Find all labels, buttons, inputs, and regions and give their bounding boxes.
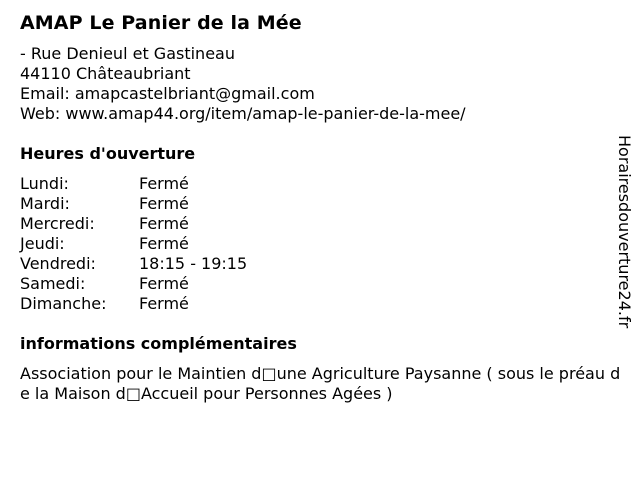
business-name: AMAP Le Panier de la Mée	[20, 12, 302, 34]
hours-day: Vendredi:	[20, 254, 96, 273]
info-description: Association pour le Maintien d□une Agriculture Paysanne ( sous le préau de la Maison d□Accueil pour Personnes Agées )	[20, 364, 621, 403]
hours-heading: Heures d'ouverture	[20, 144, 196, 163]
hours-value: Fermé	[139, 234, 189, 253]
hours-day: Dimanche:	[20, 294, 107, 313]
address-city: 44110 Châteaubriant	[20, 64, 191, 83]
hours-value: Fermé	[139, 194, 189, 213]
hours-row-tuesday	[20, 194, 605, 214]
hours-value: Fermé	[139, 294, 189, 313]
hours-value: Fermé	[139, 174, 189, 193]
hours-row-friday	[20, 254, 605, 274]
hours-row-sunday	[20, 294, 605, 314]
address-block	[20, 44, 605, 124]
hours-day: Jeudi:	[20, 234, 65, 253]
site-watermark: Horairesdouverture24.fr	[615, 135, 634, 329]
hours-row-monday	[20, 174, 605, 194]
hours-row-thursday	[20, 234, 605, 254]
hours-day: Mercredi:	[20, 214, 95, 233]
hours-row-wednesday	[20, 214, 605, 234]
hours-day: Samedi:	[20, 274, 86, 293]
web-line: Web: www.amap44.org/item/amap-le-panier-de-la-mee/	[20, 104, 466, 123]
opening-hours-table	[20, 174, 605, 314]
address-street: - Rue Denieul et Gastineau	[20, 44, 235, 63]
info-heading: informations complémentaires	[20, 334, 297, 353]
hours-row-saturday	[20, 274, 605, 294]
hours-value: 18:15 - 19:15	[139, 254, 248, 273]
hours-value: Fermé	[139, 274, 189, 293]
hours-day: Mardi:	[20, 194, 70, 213]
email-line: Email: amapcastelbriant@gmail.com	[20, 84, 315, 103]
hours-value: Fermé	[139, 214, 189, 233]
business-card	[20, 10, 621, 404]
hours-day: Lundi:	[20, 174, 69, 193]
